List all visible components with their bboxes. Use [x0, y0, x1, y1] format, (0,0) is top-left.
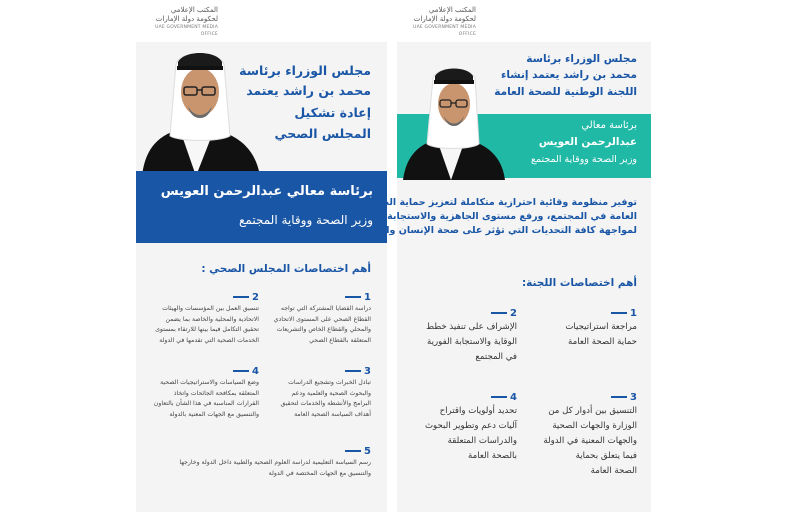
item-number: 2: [139, 292, 259, 304]
section-title: أهم اختصاصات اللجنة:: [521, 277, 637, 289]
section-title: أهم اختصاصات المجلس الصحي :: [201, 263, 371, 275]
minister-band: [136, 171, 387, 243]
item-number: 5: [143, 446, 371, 458]
headline: [494, 52, 637, 100]
minister-portrait: [399, 62, 509, 180]
list-item: 2 تنسيق العمل بين المؤسسات والهيئات الاتحادية والمحلية والخاصة بما يضمن تحقيق التكامل فيما بينها للارتقاء بمستوى الخدمات الصحية التي تقدمها في الدولة: [139, 292, 259, 346]
headline-line: اللجنة الوطنية للصحة العامة: [494, 86, 637, 98]
media-office-logo-right: [408, 6, 476, 38]
item-number: 1: [251, 292, 371, 304]
headline-line: محمد بن راشد يعتمد: [246, 83, 371, 98]
media-office-logo-left: [150, 6, 218, 38]
logo-line-1: المكتب الإعلامي: [428, 6, 476, 14]
band-line-2: وزير الصحة ووقاية المجتمع: [239, 213, 373, 227]
band-line-1: برئاسة معالي: [581, 120, 637, 131]
list-item: 3 التنسيق بين أدوار كل من الوزارة والجهات الصحية والجهات المعنية في الدولة فيما يتعلق بحماية الصحة العامة: [525, 392, 637, 479]
logo-line-1: المكتب الإعلامي: [170, 6, 218, 14]
item-number: 2: [405, 308, 517, 320]
list-item: 1 مراجعة استراتيجيات حماية الصحة العامة: [525, 308, 637, 350]
list-item: 1 دراسة القضايا المشتركة التي تواجه القطاع الصحي على المستوى الاتحادي والمحلي والقطاع الخاص والتشريعات المتعلقة بالقطاع الصحي: [251, 292, 371, 346]
band-line-2: عبدالرحمن العويس: [538, 136, 637, 148]
health-council-infographic: [136, 42, 387, 512]
logo-line-3: UAE GOVERNMENT MEDIA OFFICE: [413, 25, 476, 37]
band-line-3: وزير الصحة ووقاية المجتمع: [530, 154, 637, 165]
headline-line: مجلس الوزراء برئاسة: [239, 63, 371, 78]
list-item: 4 تحديد أولويات واقتراح آليات دعم وتطوير البحوث والدراسات المتعلقة بالصحة العامة: [405, 392, 517, 464]
headline-line: مجلس الوزراء برئاسة: [526, 53, 637, 65]
headline: [239, 62, 371, 144]
headline-line: المجلس الصحي: [274, 126, 371, 141]
list-item: 3 تبادل الخبرات وتشجيع الدراسات والبحوث الصحية والعلمية ودعم البرامج والأنشطة والخدمات لتحقيق أهداف السياسة الصحية العامة: [251, 366, 371, 420]
logo-line-3: UAE GOVERNMENT MEDIA OFFICE: [155, 25, 218, 37]
band-line-1: برئاسة معالي عبدالرحمن العويس: [160, 184, 373, 199]
logo-line-2: لحكومة دولة الإمارات: [155, 15, 218, 23]
list-item: 5 رسم السياسة التعليمية لدراسة العلوم الصحية والطبية داخل الدولة وخارجها والتنسيق مع الجهات المختصة في الدولة: [143, 446, 371, 479]
item-number: 4: [139, 366, 259, 378]
intro-text: توفير منظومة وقائية احترازية متكاملة لتعزيز حماية الصحة العامة في المجتمع، ورفع مستوى الجاهزية والاستجابة لمواجهة كافة التحديات التي تؤثر على صحة الإنسان والمجتمع: [352, 197, 637, 236]
headline-line: محمد بن راشد يعتمد إنشاء: [500, 69, 637, 81]
logo-line-2: لحكومة دولة الإمارات: [413, 15, 476, 23]
item-number: 3: [251, 366, 371, 378]
item-number: 3: [525, 392, 637, 404]
list-item: 4 وضع السياسات والاستراتيجيات الصحية المتعلقة بمكافحة الجائحات واتخاذ القرارات المناسبة في هذا الشأن بالتعاون والتنسيق مع الجهات المعنية بالدولة: [139, 366, 259, 420]
list-item: 2 الإشراف على تنفيذ خطط الوقاية والاستجابة الفورية في المجتمع: [405, 308, 517, 365]
item-number: 4: [405, 392, 517, 404]
headline-line: إعادة تشكيل: [294, 105, 371, 120]
item-number: 1: [525, 308, 637, 320]
public-health-committee-infographic: [352, 42, 651, 512]
